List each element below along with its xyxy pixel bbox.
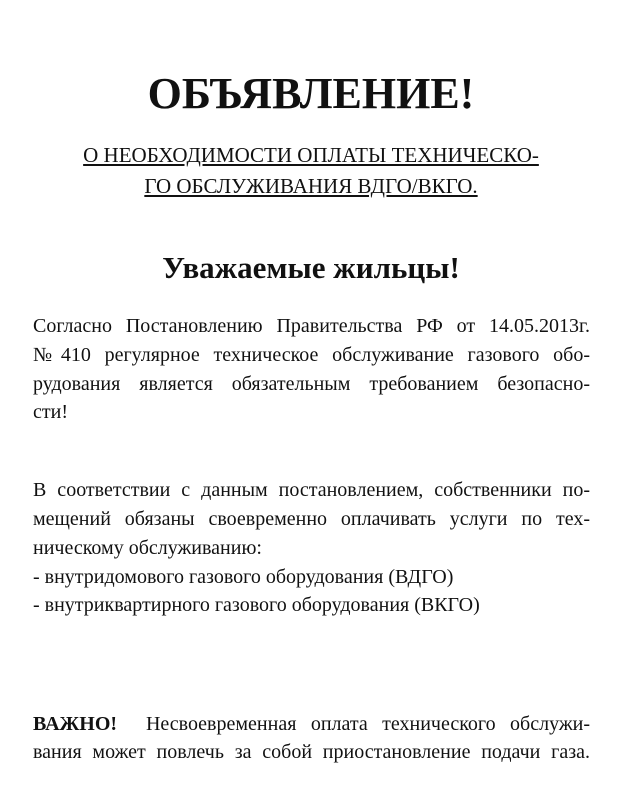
text-line: рудования является обязательным требованием безопасно-	[33, 373, 590, 395]
subtitle-line-1: О НЕОБХОДИМОСТИ ОПЛАТЫ ТЕХНИЧЕСКО-	[83, 143, 539, 167]
subtitle-line-2: ГО ОБСЛУЖИВАНИЯ ВДГО/ВКГО.	[144, 174, 478, 198]
list-item-vdgo: - внутридомового газового оборудования (ВДГО)	[33, 566, 454, 588]
text-line: мещений обязаны своевременно оплачивать услуги по тех-	[33, 508, 590, 530]
list-item-vkgo: - внутриквартирного газового оборудования (ВКГО)	[33, 594, 480, 616]
warning-label: ВАЖНО!	[33, 713, 118, 735]
text-line: В соответствии с данным постановлением, собственники по-	[33, 479, 590, 501]
text-line: ническому обслуживанию:	[33, 537, 262, 559]
text-line: сти!	[33, 401, 68, 423]
text-line	[33, 712, 590, 736]
warning-text: Несвоевременная оплата технического обслужи-	[145, 713, 591, 735]
text-line: №410 регулярное техническое обслуживание газового обо-	[33, 344, 590, 366]
greeting: Уважаемые жильцы!	[162, 250, 460, 285]
text-line: Согласно Постановлению Правительства РФ от 14.05.2013г.	[33, 315, 590, 337]
announcement-title: ОБЪЯВЛЕНИЕ!	[147, 69, 475, 118]
text-line: вания может повлечь за собой приостановление подачи газа.	[33, 741, 590, 763]
